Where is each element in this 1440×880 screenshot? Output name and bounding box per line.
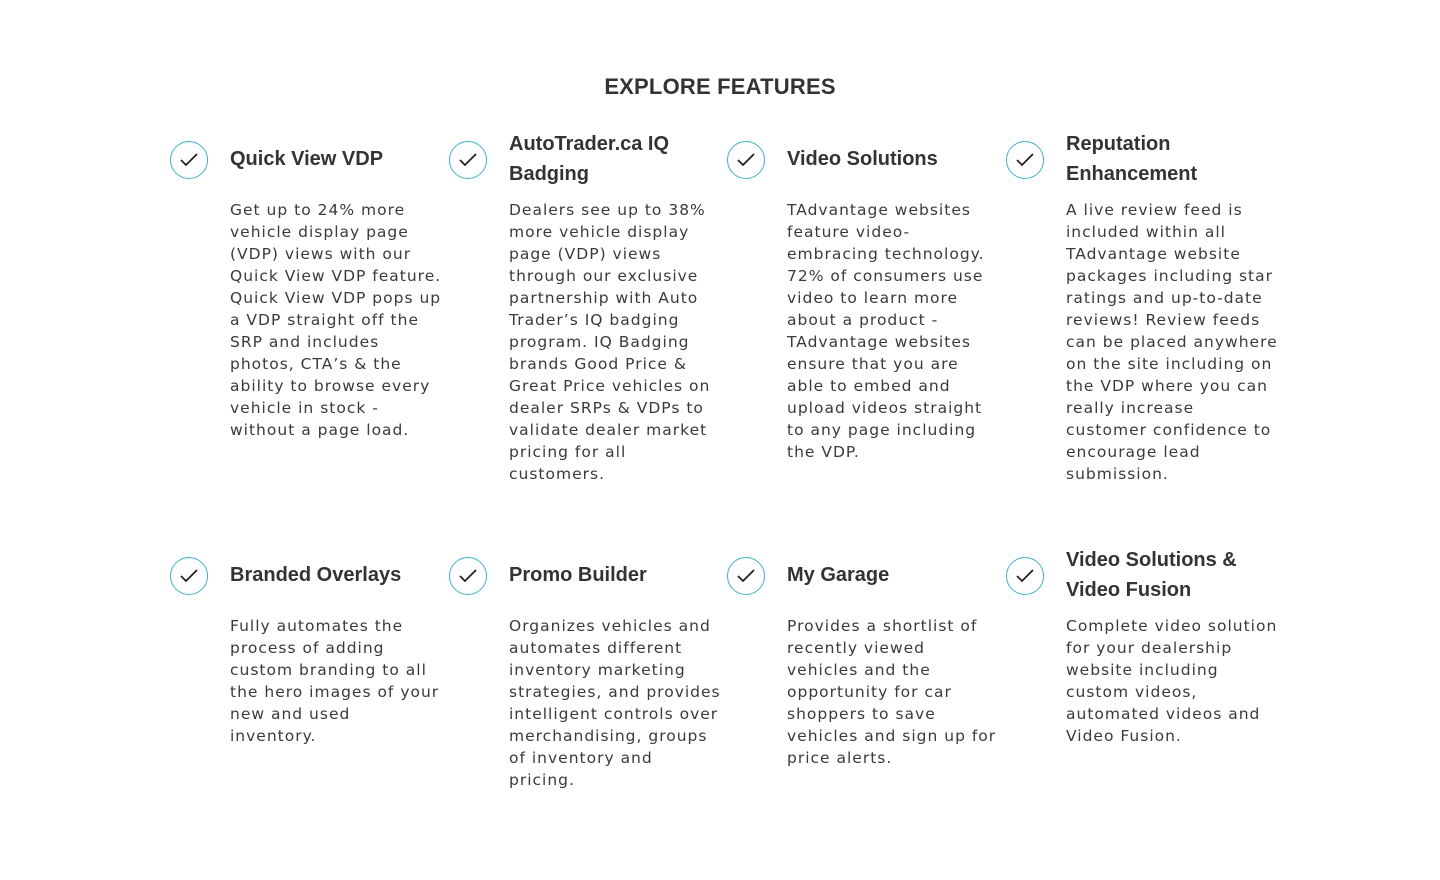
feature-description: Dealers see up to 38% more vehicle display page (VDP) views through our exclusive partnership with Auto Trader’s IQ badging program. IQ Badging brands Good Price & Great Price vehicles on dealer SRPs & VDPs to validate dealer market pricing for all customers.	[509, 201, 711, 483]
features-grid	[170, 0, 1280, 880]
feature-description: A live review feed is included within all TAdvantage website packages including star ratings and up-to-date reviews! Review feeds can be placed anywhere on the site including on the VDP where you can really increase customer confidence to encourage lead submission.	[1066, 201, 1278, 483]
feature-title: My Garage	[787, 564, 890, 586]
feature-title: Promo Builder	[509, 564, 647, 586]
check-icon	[170, 557, 208, 595]
check-icon	[449, 141, 487, 179]
check-icon	[1006, 557, 1044, 595]
feature-description: Complete video solution for your dealership website including custom videos, automated videos and Video Fusion.	[1066, 617, 1278, 745]
feature-title: Quick View VDP	[230, 148, 384, 170]
feature-title: Reputation Enhancement	[1066, 133, 1198, 185]
feature-description: TAdvantage websites feature video-embracing technology. 72% of consumers use video to learn more about a product - TAdvantage websites ensure that you are able to embed and upload videos straight to any page including the VDP.	[787, 201, 985, 461]
feature-title: AutoTrader.ca IQ Badging	[509, 133, 670, 185]
feature-title: Video Solutions & Video Fusion	[1066, 549, 1237, 601]
feature-description: Get up to 24% more vehicle display page (VDP) views with our Quick View VDP feature. Quick View VDP pops up a VDP straight off the SRP and includes photos, CTA’s & the ability to browse every vehicle in stock - without a page load.	[230, 201, 442, 439]
check-icon	[727, 557, 765, 595]
check-icon	[727, 141, 765, 179]
check-icon	[449, 557, 487, 595]
check-icon	[170, 141, 208, 179]
feature-title: Branded Overlays	[230, 564, 402, 586]
feature-title: Video Solutions	[787, 148, 938, 170]
check-icon	[1006, 141, 1044, 179]
feature-description: Fully automates the process of adding custom branding to all the hero images of your new and used inventory.	[230, 617, 440, 745]
section-title: EXPLORE FEATURES	[604, 74, 836, 99]
feature-description: Organizes vehicles and automates different inventory marketing strategies, and provides intelligent controls over merchandising, groups of inventory and pricing.	[509, 617, 721, 789]
feature-description: Provides a shortlist of recently viewed vehicles and the opportunity for car shoppers to save vehicles and sign up for price alerts.	[787, 617, 997, 767]
